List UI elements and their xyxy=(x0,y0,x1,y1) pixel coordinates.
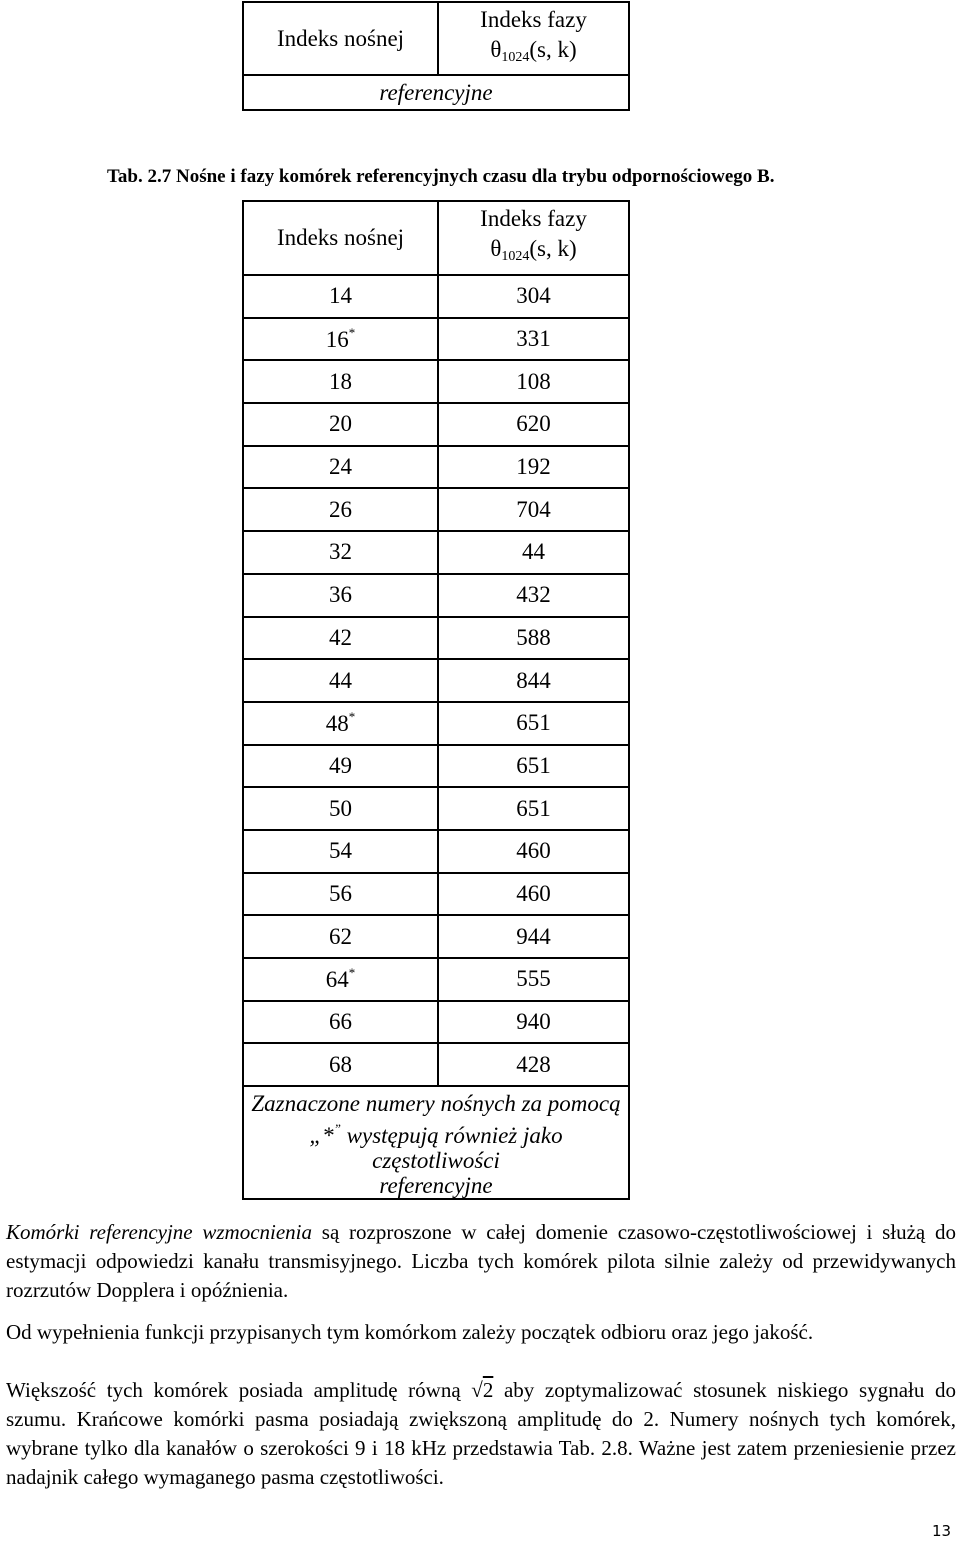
phase-index-cell xyxy=(438,617,629,660)
phase-index-cell xyxy=(438,403,629,446)
carrier-index-cell xyxy=(243,318,438,361)
reference-frequency-marker: * xyxy=(348,325,356,341)
phase-index-value: 588 xyxy=(516,624,551,650)
carrier-index-value: 62 xyxy=(329,923,352,949)
phase-index-value: 844 xyxy=(516,667,551,693)
table-row xyxy=(243,787,629,830)
table-row xyxy=(243,318,629,361)
carrier-index-value: 50 xyxy=(329,795,352,821)
table-row xyxy=(243,275,629,318)
top-table-note-row xyxy=(243,75,629,110)
carrier-index-value: 24 xyxy=(329,454,352,480)
table-row xyxy=(243,659,629,702)
carrier-index-cell xyxy=(243,915,438,958)
phase-index-cell xyxy=(438,787,629,830)
table-caption: Tab. 2.7 Nośne i fazy komórek referencyjnych czasu dla trybu odpornościowego B. xyxy=(107,166,775,187)
phase-index-value: 460 xyxy=(516,880,551,906)
carrier-index-cell xyxy=(243,1001,438,1044)
page-number: 13 xyxy=(932,1522,952,1540)
header-carrier-index: Indeks nośnej xyxy=(243,201,438,275)
carrier-index-cell xyxy=(243,830,438,873)
phase-index-value: 192 xyxy=(516,454,551,480)
table-row xyxy=(243,446,629,489)
reference-frequency-marker: * xyxy=(348,965,356,981)
table-row xyxy=(243,360,629,403)
carrier-index-cell xyxy=(243,745,438,788)
note-quote-close: ” xyxy=(333,1121,341,1137)
phase-index-cell xyxy=(438,915,629,958)
square-root-expression xyxy=(471,1376,493,1405)
phase-index-value: 108 xyxy=(516,368,551,394)
carrier-index-value: 16 xyxy=(325,327,349,353)
phase-index-cell xyxy=(438,830,629,873)
theta-subscript: 1024 xyxy=(501,49,530,65)
phase-index-value: 651 xyxy=(516,710,551,736)
carrier-index-value: 68 xyxy=(329,1051,352,1077)
paragraph-italic-term: Komórki referencyjne wzmocnienia xyxy=(6,1220,313,1244)
top-table-header-phase xyxy=(438,2,629,75)
carrier-index-cell xyxy=(243,617,438,660)
top-table-header-carrier: Indeks nośnej xyxy=(243,2,438,75)
phase-index-cell xyxy=(438,745,629,788)
phase-index-value: 651 xyxy=(516,795,551,821)
table-row xyxy=(243,403,629,446)
carrier-index-value: 14 xyxy=(329,283,352,309)
carrier-index-value: 42 xyxy=(329,624,352,650)
table-row xyxy=(243,702,629,745)
carrier-index-value: 48 xyxy=(325,711,349,737)
table-note-row xyxy=(243,1086,629,1199)
phase-index-cell xyxy=(438,446,629,489)
phase-index-cell xyxy=(438,1043,629,1086)
phase-index-cell xyxy=(438,1001,629,1044)
table-row xyxy=(243,915,629,958)
theta-symbol: θ xyxy=(490,36,502,62)
paragraph-pilot-cells xyxy=(6,1218,956,1305)
table-row xyxy=(243,531,629,574)
carrier-index-cell xyxy=(243,702,438,745)
table-row xyxy=(243,745,629,788)
phase-header-label: Indeks fazy xyxy=(480,6,587,32)
theta-symbol: θ xyxy=(490,236,502,261)
phase-index-cell xyxy=(438,702,629,745)
note-line-1: Zaznaczone numery nośnych za pomocą xyxy=(251,1091,621,1117)
carrier-index-value: 56 xyxy=(329,880,352,906)
carrier-index-cell xyxy=(243,446,438,489)
carrier-index-cell xyxy=(243,488,438,531)
phase-index-value: 944 xyxy=(516,923,551,949)
phase-index-cell xyxy=(438,531,629,574)
table-row xyxy=(243,617,629,660)
phase-index-value: 940 xyxy=(516,1009,551,1035)
top-table-header-row xyxy=(243,2,629,75)
carrier-index-cell xyxy=(243,873,438,916)
top-table-fragment xyxy=(242,1,630,111)
table-row xyxy=(243,1001,629,1044)
carrier-index-value: 49 xyxy=(329,752,352,778)
header-phase-index xyxy=(438,201,629,275)
carrier-index-cell xyxy=(243,403,438,446)
phase-index-cell xyxy=(438,873,629,916)
phase-index-value: 555 xyxy=(516,966,551,992)
carrier-index-cell xyxy=(243,574,438,617)
carrier-index-value: 26 xyxy=(329,496,352,522)
table-row xyxy=(243,830,629,873)
phase-index-value: 432 xyxy=(516,582,551,608)
phase-index-value: 428 xyxy=(516,1051,551,1077)
table-header-row xyxy=(243,201,629,275)
carrier-index-cell xyxy=(243,531,438,574)
phase-index-cell xyxy=(438,488,629,531)
phase-header-label: Indeks fazy xyxy=(480,206,587,231)
phase-index-value: 44 xyxy=(522,539,545,565)
paragraph-amplitude xyxy=(6,1376,956,1492)
phase-index-cell xyxy=(438,318,629,361)
note-quote-open: „* xyxy=(309,1123,334,1149)
table-row xyxy=(243,873,629,916)
carrier-index-value: 36 xyxy=(329,582,352,608)
note-line-2: występują również jako częstotliwości xyxy=(340,1123,563,1174)
carrier-index-value: 64 xyxy=(325,967,349,993)
carrier-index-cell xyxy=(243,787,438,830)
table-note xyxy=(243,1086,629,1199)
paragraph-text-before: Większość tych komórek posiada amplitudę równą xyxy=(6,1378,472,1402)
phase-index-value: 331 xyxy=(516,326,551,352)
paragraph-text: są rozproszone w całej domenie czasowo-częstotliwościowej i służą do estymacji odpowiedzi kanału transmisyjnego. Liczba tych komórek pilota silnie zależy od przewidywanych rozrzutów Dopplera i opóźnienia. xyxy=(6,1220,956,1302)
carrier-index-cell xyxy=(243,1043,438,1086)
phase-index-cell xyxy=(438,659,629,702)
phase-index-cell xyxy=(438,574,629,617)
table-row xyxy=(243,488,629,531)
reference-cells-table xyxy=(242,200,630,1200)
theta-args: (s, k) xyxy=(529,36,577,62)
phase-index-value: 460 xyxy=(516,838,551,864)
sqrt-value: 2 xyxy=(482,1378,494,1402)
carrier-index-cell xyxy=(243,360,438,403)
phase-index-cell xyxy=(438,958,629,1001)
phase-index-cell xyxy=(438,360,629,403)
carrier-index-value: 66 xyxy=(329,1009,352,1035)
carrier-index-value: 54 xyxy=(329,838,352,864)
note-line-3: referencyjne xyxy=(379,1173,493,1199)
phase-index-value: 304 xyxy=(516,283,551,309)
carrier-index-cell xyxy=(243,958,438,1001)
carrier-index-value: 32 xyxy=(329,539,352,565)
table-row xyxy=(243,574,629,617)
reference-frequency-marker: * xyxy=(348,709,356,725)
table-row xyxy=(243,958,629,1001)
phase-index-cell xyxy=(438,275,629,318)
carrier-index-cell xyxy=(243,659,438,702)
theta-args: (s, k) xyxy=(529,236,577,261)
carrier-index-value: 18 xyxy=(329,368,352,394)
top-table-note: referencyjne xyxy=(243,75,629,110)
phase-index-value: 704 xyxy=(516,496,551,522)
theta-subscript: 1024 xyxy=(501,249,530,264)
phase-index-value: 651 xyxy=(516,752,551,778)
carrier-index-cell xyxy=(243,275,438,318)
paragraph-reception: Od wypełnienia funkcji przypisanych tym komórkom zależy początek odbioru oraz jego jakość. xyxy=(6,1320,814,1344)
phase-index-value: 620 xyxy=(516,411,551,437)
table-row xyxy=(243,1043,629,1086)
carrier-index-value: 20 xyxy=(329,411,352,437)
paragraph-text-after: aby zoptymalizować stosunek niskiego sygnału do szumu. Krańcowe komórki pasma posiadają zwiększoną amplitudę do 2. Numery nośnych tych komórek, wybrane tylko dla kanałów o szerokości 9 i 18 kHz przedstawia Tab. 2.8. Ważne jest zatem przeniesienie przez nadajnik całego wymaganego pasma częstotliwości. xyxy=(6,1378,956,1489)
carrier-index-value: 44 xyxy=(329,667,352,693)
sqrt-sign: √ xyxy=(471,1378,483,1402)
